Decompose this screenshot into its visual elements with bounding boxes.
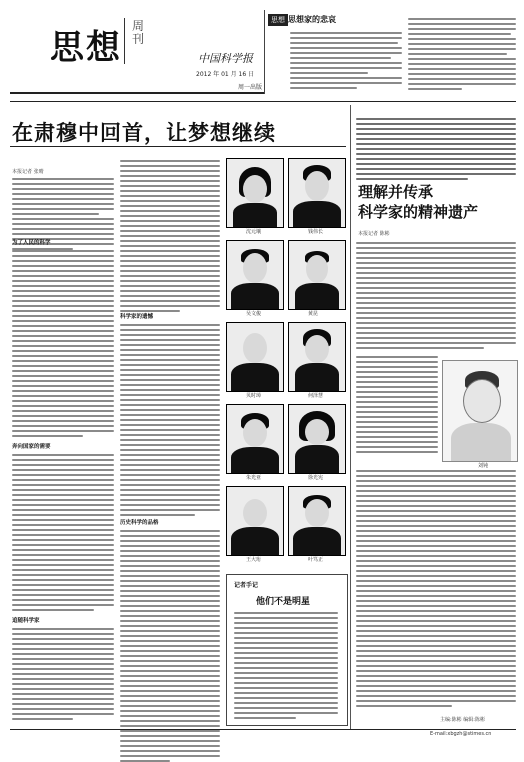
newspaper-brand: 中国科学报 xyxy=(198,52,253,65)
photo-caption-4: 黄昆 xyxy=(308,311,319,317)
masthead-divider xyxy=(124,18,125,64)
scientist-photo-6 xyxy=(288,322,346,392)
masthead-rule xyxy=(10,92,264,94)
section-subtitle: 周刊 xyxy=(132,19,145,46)
scientist-photo-7 xyxy=(226,404,284,474)
right-headline-line-1: 理解并传承 xyxy=(358,183,434,201)
right-body-text-2 xyxy=(356,356,438,453)
portrait-caption: 刘钝 xyxy=(478,463,489,469)
main-subhead-1: 为了人民的科学 xyxy=(12,240,51,246)
right-column-divider xyxy=(350,105,351,729)
portrait-photo xyxy=(442,360,518,462)
column-text-block-1 xyxy=(290,32,402,89)
photo-caption-7: 朱光亚 xyxy=(246,475,262,481)
right-byline: 本报记者 陈彬 xyxy=(358,231,390,237)
publication-schedule: 周一出版 xyxy=(238,84,263,91)
main-headline: 在肃穆中回首，让梦想继续 xyxy=(12,121,276,145)
scientist-photo-8 xyxy=(288,404,346,474)
headline-rule xyxy=(10,146,346,147)
main-col1-text-3 xyxy=(12,454,114,611)
main-col2-text-2 xyxy=(120,324,220,516)
right-body-text-3 xyxy=(356,470,516,707)
main-col2-text xyxy=(120,160,220,312)
column-divider xyxy=(264,10,265,94)
right-body-text-1 xyxy=(356,242,516,349)
box-text xyxy=(234,612,338,719)
photo-caption-3: 吴文俊 xyxy=(246,311,262,317)
scientist-photo-4 xyxy=(288,240,346,310)
footer-contact: E-mail:xbgzh@stimes.cn xyxy=(430,731,492,737)
scientist-photo-5 xyxy=(226,322,284,392)
photo-caption-8: 徐光宪 xyxy=(308,475,324,481)
main-subhead-2: 奔向国家的需要 xyxy=(12,444,51,450)
box-label: 记者手记 xyxy=(234,582,259,589)
column-text-block-2 xyxy=(408,18,516,90)
main-col1-text-4 xyxy=(12,628,114,720)
column-title: 思想家的悲哀 xyxy=(288,15,336,24)
scientist-photo-2 xyxy=(288,158,346,228)
top-rule xyxy=(10,101,516,102)
right-headline xyxy=(358,182,520,222)
photo-caption-6: 何泽慧 xyxy=(308,393,324,399)
right-headline-line-2: 科学家的精神遗产 xyxy=(358,203,479,221)
column-label: 思想 xyxy=(268,14,288,26)
box-title: 他们不是明星 xyxy=(256,597,311,607)
main-subhead-3: 追随科学家 xyxy=(12,618,40,624)
photo-caption-2: 钱伟长 xyxy=(308,229,324,235)
main-col2-text-3 xyxy=(120,530,220,762)
photo-caption-9: 王大珩 xyxy=(246,557,262,563)
photo-caption-5: 贝时璋 xyxy=(246,393,262,399)
photo-caption-1: 沈元壤 xyxy=(246,229,262,235)
footer-editor: 主编:陈彬 编辑:陈彬 xyxy=(440,717,485,723)
footer-rule xyxy=(10,729,516,730)
main-col1-text-2 xyxy=(12,250,114,437)
photo-caption-10: 叶笃正 xyxy=(308,557,324,563)
main-byline: 本报记者 张晴 xyxy=(12,169,44,175)
right-intro-text xyxy=(356,118,516,180)
publication-date: 2012 年 01 月 16 日 xyxy=(196,71,255,78)
scientist-photo-10 xyxy=(288,486,346,556)
main-subhead-5: 历史科学的品格 xyxy=(120,520,159,526)
scientist-photo-3 xyxy=(226,240,284,310)
scientist-photo-1 xyxy=(226,158,284,228)
main-subhead-4: 科学家的遗憾 xyxy=(120,314,154,320)
section-title: 思想 xyxy=(50,28,122,68)
scientist-photo-9 xyxy=(226,486,284,556)
